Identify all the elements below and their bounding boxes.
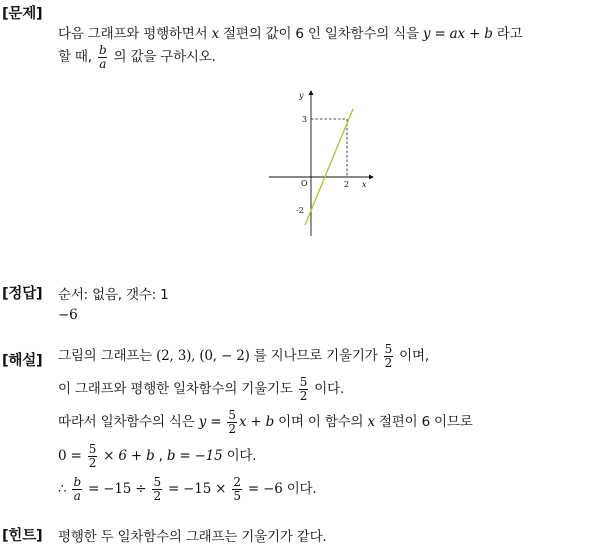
equation: y = ax + b <box>422 26 493 42</box>
fraction-2-over-5 <box>232 476 241 502</box>
fraction-5-over-2 <box>227 409 236 435</box>
solution-text: 이다. <box>286 481 317 498</box>
solution-text: 이며, <box>399 348 429 365</box>
equation: b = −15 <box>166 448 223 465</box>
fraction-numerator: 5 <box>384 342 393 356</box>
problem-text: 할 때, <box>58 49 92 66</box>
fraction-5-over-2 <box>299 376 308 402</box>
solution-line-3 <box>58 409 473 435</box>
separator: , <box>158 448 163 465</box>
y-axis-arrow <box>309 90 314 95</box>
problem-text: 의 값을 구하시오. <box>113 49 216 66</box>
hint-tag: [힌트] <box>2 528 43 544</box>
equation: 0 = <box>58 448 82 465</box>
fraction-b-over-a <box>98 44 107 70</box>
fraction-b-over-a <box>72 476 81 502</box>
hint-text: 평행한 두 일차함수의 그래프는 기울기가 같다. <box>58 529 327 545</box>
fraction-numerator: 2 <box>233 475 241 489</box>
equation: = −6 <box>247 481 283 498</box>
equation: = −15 ÷ <box>88 481 147 498</box>
equation: = −15 × <box>167 481 227 498</box>
solution-text: 그림의 그래프는 <box>58 348 152 365</box>
fraction-5-over-2 <box>152 476 161 502</box>
points: (2, 3), (0, − 2) <box>156 348 250 365</box>
variable-x: x <box>211 26 219 42</box>
solution-text: 이다. <box>226 448 257 465</box>
problem-line-1 <box>58 22 522 42</box>
equation: y = <box>198 414 222 431</box>
tick-label-y-bottom: -2 <box>296 206 304 215</box>
problem-text: 라고 <box>496 26 523 42</box>
fraction-denominator: a <box>73 488 81 503</box>
answer-value: −6 <box>58 307 78 323</box>
answer-order-count: 순서: 없음, 갯수: 1 <box>58 287 169 303</box>
fraction-denominator: 2 <box>88 455 97 470</box>
solution-text: 이 그래프와 평행한 일차함수의 기울기도 <box>58 381 293 398</box>
solution-line-1 <box>58 343 429 369</box>
tick-label-x: 2 <box>344 180 350 189</box>
fraction-denominator: 5 <box>233 488 241 503</box>
fraction-numerator: 5 <box>299 375 308 389</box>
solution-text: 절편이 6 이므로 <box>378 414 473 431</box>
problem-text: 다음 그래프와 평행하면서 <box>58 26 208 42</box>
tick-label-y-top: 3 <box>302 115 308 124</box>
fraction-numerator: 5 <box>228 408 236 422</box>
fraction-numerator: 5 <box>153 475 161 489</box>
fraction-denominator: 2 <box>384 355 393 370</box>
fraction-denominator: 2 <box>299 388 308 403</box>
answer-tag: [정답] <box>2 286 43 302</box>
origin-label: O <box>301 179 308 188</box>
solution-line-4 <box>58 443 256 469</box>
y-axis-label: y <box>299 91 304 100</box>
solution-text: 이며 이 함수의 <box>278 414 364 431</box>
equation: × 6 + b <box>103 448 155 465</box>
problem-text: 절편의 값이 6 인 일차함수의 식을 <box>223 26 419 42</box>
graph-line <box>305 109 353 225</box>
solution-text: 이다. <box>314 381 345 398</box>
fraction-denominator: a <box>99 56 107 71</box>
therefore-symbol: ∴ <box>58 481 67 498</box>
solution-text: 따라서 일차함수의 식은 <box>58 414 195 431</box>
graph-figure <box>265 88 375 240</box>
solution-line-5 <box>58 476 317 502</box>
x-axis-arrow <box>369 175 374 180</box>
fraction-numerator: b <box>73 475 81 489</box>
solution-line-2 <box>58 376 344 402</box>
fraction-denominator: 2 <box>153 488 161 503</box>
fraction-5-over-2 <box>88 443 97 469</box>
x-axis-label: x <box>362 180 367 189</box>
problem-tag: [문제] <box>2 6 43 22</box>
fraction-numerator: b <box>98 43 107 57</box>
solution-text: 를 지나므로 기울기가 <box>253 348 378 365</box>
fraction-denominator: 2 <box>228 421 236 436</box>
equation: x + b <box>238 414 275 431</box>
solution-tag: [해설] <box>2 353 43 369</box>
variable-x: x <box>367 414 375 431</box>
fraction-numerator: 5 <box>88 442 97 456</box>
fraction-5-over-2 <box>384 343 393 369</box>
problem-line-2 <box>58 44 216 70</box>
